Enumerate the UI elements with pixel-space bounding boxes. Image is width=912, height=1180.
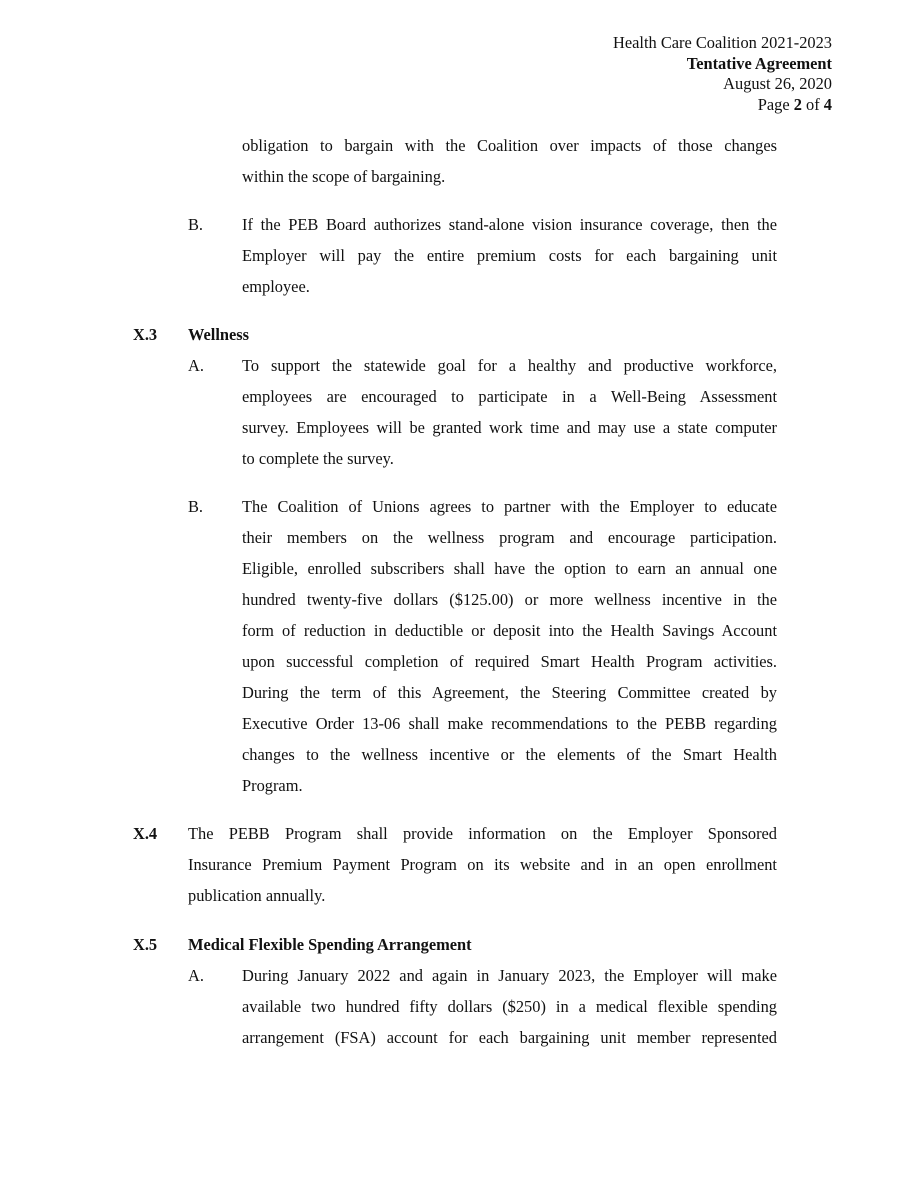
text-line: employees are encouraged to participate in a Well-Being Assessment <box>242 387 777 406</box>
text-line: To support the statewide goal for a healthy and productive workforce, <box>242 356 777 375</box>
section-number: X.5 <box>133 935 158 954</box>
text-line: to complete the survey. <box>242 449 394 468</box>
text-line: available two hundred fifty dollars ($250) in a medical flexible spending <box>242 997 777 1016</box>
text-line: During January 2022 and again in January 2023, the Employer will make <box>242 966 777 985</box>
item-label: B. <box>188 215 204 234</box>
text-line: their members on the wellness program and encourage participation. <box>242 528 777 547</box>
page-header <box>613 33 832 115</box>
header-date: August 26, 2020 <box>723 74 832 93</box>
header-title: Health Care Coalition 2021-2023 <box>613 33 832 52</box>
text-line: Employer will pay the entire premium costs for each bargaining unit <box>242 246 777 265</box>
section-title: Medical Flexible Spending Arrangement <box>188 935 472 954</box>
text-line: Insurance Premium Payment Program on its website and in an open enrollment <box>188 855 777 874</box>
text-line: Eligible, enrolled subscribers shall have the option to earn an annual one <box>242 559 777 578</box>
section-number: X.4 <box>133 824 158 843</box>
text-line: arrangement (FSA) account for each bargaining unit member represented <box>242 1028 777 1047</box>
text-line: upon successful completion of required Smart Health Program activities. <box>242 652 777 671</box>
text-line: hundred twenty-five dollars ($125.00) or more wellness incentive in the <box>242 590 777 609</box>
section-number: X.3 <box>133 325 158 344</box>
text-line: The Coalition of Unions agrees to partner with the Employer to educate <box>242 497 777 516</box>
text-line: During the term of this Agreement, the Steering Committee created by <box>242 683 777 702</box>
page-number: Page 2 of 4 <box>757 94 832 114</box>
item-label: A. <box>188 356 204 375</box>
text-line: The PEBB Program shall provide information on the Employer Sponsored <box>188 824 777 843</box>
header-subtitle: Tentative Agreement <box>686 53 832 73</box>
text-line: Program. <box>242 776 303 795</box>
text-line: within the scope of bargaining. <box>242 167 446 186</box>
text-line: form of reduction in deductible or deposit into the Health Savings Account <box>242 621 777 640</box>
text-line: publication annually. <box>188 886 326 905</box>
text-line: If the PEB Board authorizes stand-alone vision insurance coverage, then the <box>242 215 777 234</box>
text-line: changes to the wellness incentive or the elements of the Smart Health <box>242 745 777 764</box>
text-line: employee. <box>242 277 310 296</box>
section-title: Wellness <box>188 325 250 344</box>
item-label: B. <box>188 497 204 516</box>
text-line: Executive Order 13-06 shall make recommendations to the PEBB regarding <box>242 714 777 733</box>
item-label: A. <box>188 966 204 985</box>
text-line: obligation to bargain with the Coalition over impacts of those changes <box>242 136 777 155</box>
text-line: survey. Employees will be granted work time and may use a state computer <box>242 418 777 437</box>
